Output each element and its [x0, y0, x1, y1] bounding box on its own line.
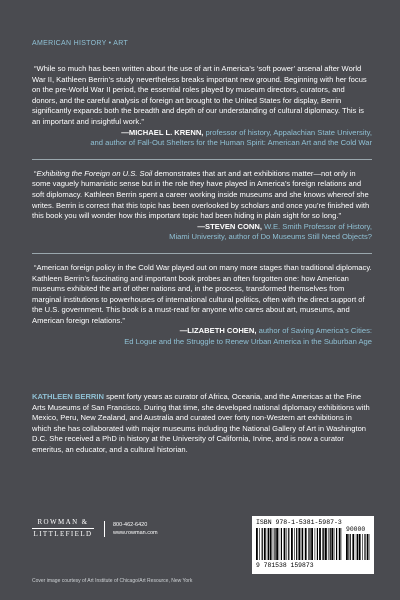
publisher-site: www.rowman.com	[113, 529, 158, 536]
barcode-stripe	[296, 528, 297, 560]
barcode-stripe	[298, 528, 300, 560]
barcode-stripe	[264, 528, 266, 560]
barcode-stripe	[284, 528, 286, 560]
endorser-name: —STEVEN CONN,	[197, 221, 262, 231]
barcode-stripe	[352, 534, 354, 560]
barcode-stripe	[294, 528, 295, 560]
endorsement-1	[32, 64, 372, 149]
barcode-stripe	[319, 528, 321, 560]
category-label: AMERICAN HISTORY • ART	[32, 40, 129, 47]
barcode-stripe	[322, 528, 323, 560]
publisher-phone: 800-462-6420	[113, 521, 148, 528]
barcode-digits: 9 781538 159873	[256, 562, 314, 569]
endorser-affiliation: author of Saving America’s Cities:	[258, 326, 372, 336]
divider	[32, 253, 372, 254]
barcode-stripe	[273, 528, 274, 560]
barcode-stripe	[291, 528, 293, 560]
barcode-stripe	[331, 528, 333, 560]
logo-top: ROWMAN &	[37, 518, 89, 526]
barcode	[252, 516, 374, 574]
barcode-stripe	[367, 534, 369, 560]
quote-text: “While so much has been written about the use of art in America’s ‘soft power’ arsenal after World War II, Kathleen Berrin’s study nevertheless breaks important new ground. Beginning with her focus on the pre-World War II period, the essential roles played by museum directors, curators, and donors, and the careful analysis of foreign art brought to the United States for display, Berrin significantly expands both the breadth and depth of our understanding of cultural diplomacy. This is an important and insightful work.”	[32, 64, 367, 126]
endorsement-2	[32, 169, 372, 243]
publisher-logo	[32, 518, 94, 539]
barcode-stripe	[288, 528, 289, 560]
barcode-stripe	[301, 528, 302, 560]
barcode-stripe	[281, 528, 282, 560]
barcode-stripe	[323, 528, 324, 560]
barcode-stripe	[256, 528, 258, 560]
endorser-name: —MICHAEL L. KRENN,	[121, 127, 204, 137]
barcode-stripe	[348, 534, 349, 560]
author-name: KATHLEEN BERRIN	[32, 392, 104, 401]
barcode-stripe	[262, 528, 263, 560]
logo-bottom: LITTLEFIELD	[33, 530, 93, 538]
barcode-stripe	[350, 534, 351, 560]
barcode-stripe	[346, 534, 348, 560]
barcode-stripe	[362, 534, 363, 560]
ean-barcode	[256, 528, 342, 560]
barcode-stripe	[305, 528, 307, 560]
quote-attribution	[32, 326, 372, 347]
endorser-book: Ed Logue and the Struggle to Renew Urban America in the Suburban Age	[124, 337, 372, 347]
barcode-stripe	[270, 528, 272, 560]
publisher-contact	[104, 521, 158, 537]
barcode-stripe	[328, 528, 329, 560]
barcode-stripe	[317, 528, 318, 560]
quote-attribution	[32, 128, 372, 149]
endorser-book: and author of Fall-Out Shelters for the Human Spirit: American Art and the Cold War	[90, 138, 372, 148]
endorser-name: —LIZABETH COHEN,	[179, 326, 257, 336]
endorsement-3	[32, 263, 372, 348]
quote-text: “American foreign policy in the Cold War played out on many more stages than traditional diplomacy. Kathleen Berrin’s fascinating and important book probes an often forgotten one: how American museums exhibited the art of other nations and, in the process, transformed themselves from marginal institutions to powerhouses of international cultural politics, often with the direct support of the U.S. government. This book is a must-read for anyone who cares about art, museums, and American foreign relations.”	[32, 262, 372, 325]
barcode-stripe	[287, 528, 288, 560]
barcode-stripe	[302, 528, 303, 560]
barcode-stripe	[364, 534, 365, 560]
author-bio	[32, 392, 372, 456]
barcode-stripe	[311, 528, 313, 560]
book-title: Exhibiting the Foreign on U.S. Soil	[36, 168, 153, 178]
barcode-stripe	[334, 528, 335, 560]
barcode-stripe	[309, 528, 310, 560]
barcode-stripe	[359, 534, 361, 560]
image-credit: Cover image courtesy of Art Institute of Chicago/Art Resource, New York	[32, 578, 193, 584]
barcode-stripe	[259, 528, 260, 560]
publisher-block	[32, 518, 158, 539]
barcode-stripe	[276, 528, 278, 560]
quote-text: “Exhibiting the Foreign on U.S. Soil demonstrates that art and art exhibitions matter—not only in some vaguely humanistic sense but in the role they have played in America’s foreign relations and soft diplomacy. Kathleen Berrin spent a career working inside museums and she knows whereof she writes. Berrin is correct that this topic has been overlooked by scholars and once you’re finished with this book you will wonder how this important topic had been hiding in plain sight for so long.”	[32, 168, 370, 221]
barcode-stripe	[268, 528, 269, 560]
endorsements	[32, 64, 372, 348]
barcode-stripe	[308, 528, 309, 560]
price-code: 90000	[346, 526, 366, 533]
price-barcode	[346, 534, 370, 560]
barcode-stripe	[357, 534, 358, 560]
quote-body: demonstrates that art and art exhibitions matter—not only in some vaguely humanistic sense but in the role they have played in America’s foreign relations and soft diplomacy. Kathleen Berrin spent a career working inside museums and she knows whereof she writes. Berrin is correct that this topic has been overlooked by scholars and once you’re finished with this book you will wonder how this important topic had been hiding in plain sight for so long.”	[32, 168, 370, 221]
barcode-stripe	[279, 528, 280, 560]
barcode-stripe	[325, 528, 327, 560]
barcode-stripe	[356, 534, 357, 560]
barcode-stripe	[330, 528, 331, 560]
barcode-stripe	[339, 528, 341, 560]
endorser-affiliation: professor of history, Appalachian State University,	[205, 127, 372, 137]
isbn-text: ISBN 978-1-5381-5987-3	[256, 519, 342, 526]
divider	[32, 159, 372, 160]
endorser-affiliation: W.E. Smith Professor of History,	[264, 221, 372, 231]
logo-rule	[32, 528, 94, 529]
barcode-stripe	[336, 528, 337, 560]
barcode-stripe	[267, 528, 268, 560]
endorser-book: Miami University, author of Do Museums Still Need Objects?	[169, 232, 372, 242]
bio-text: spent forty years as curator of Africa, Oceania, and the Americas at the Fine Arts Museums of San Francisco. During that time, she developed national diplomacy exhibitions with Mexico, Peru, New Zealand, and Australia and curated over forty non-Western art exhibitions in which she has collaborated with major museums including the National Gallery of Art in Washington D.C. She received a PhD in history at the University of California, Irvine, and is now a curator emeritus, an educator, and a cultural historian.	[32, 392, 370, 454]
barcode-stripe	[315, 528, 316, 560]
barcode-stripe	[274, 528, 275, 560]
quote-attribution	[32, 222, 372, 243]
